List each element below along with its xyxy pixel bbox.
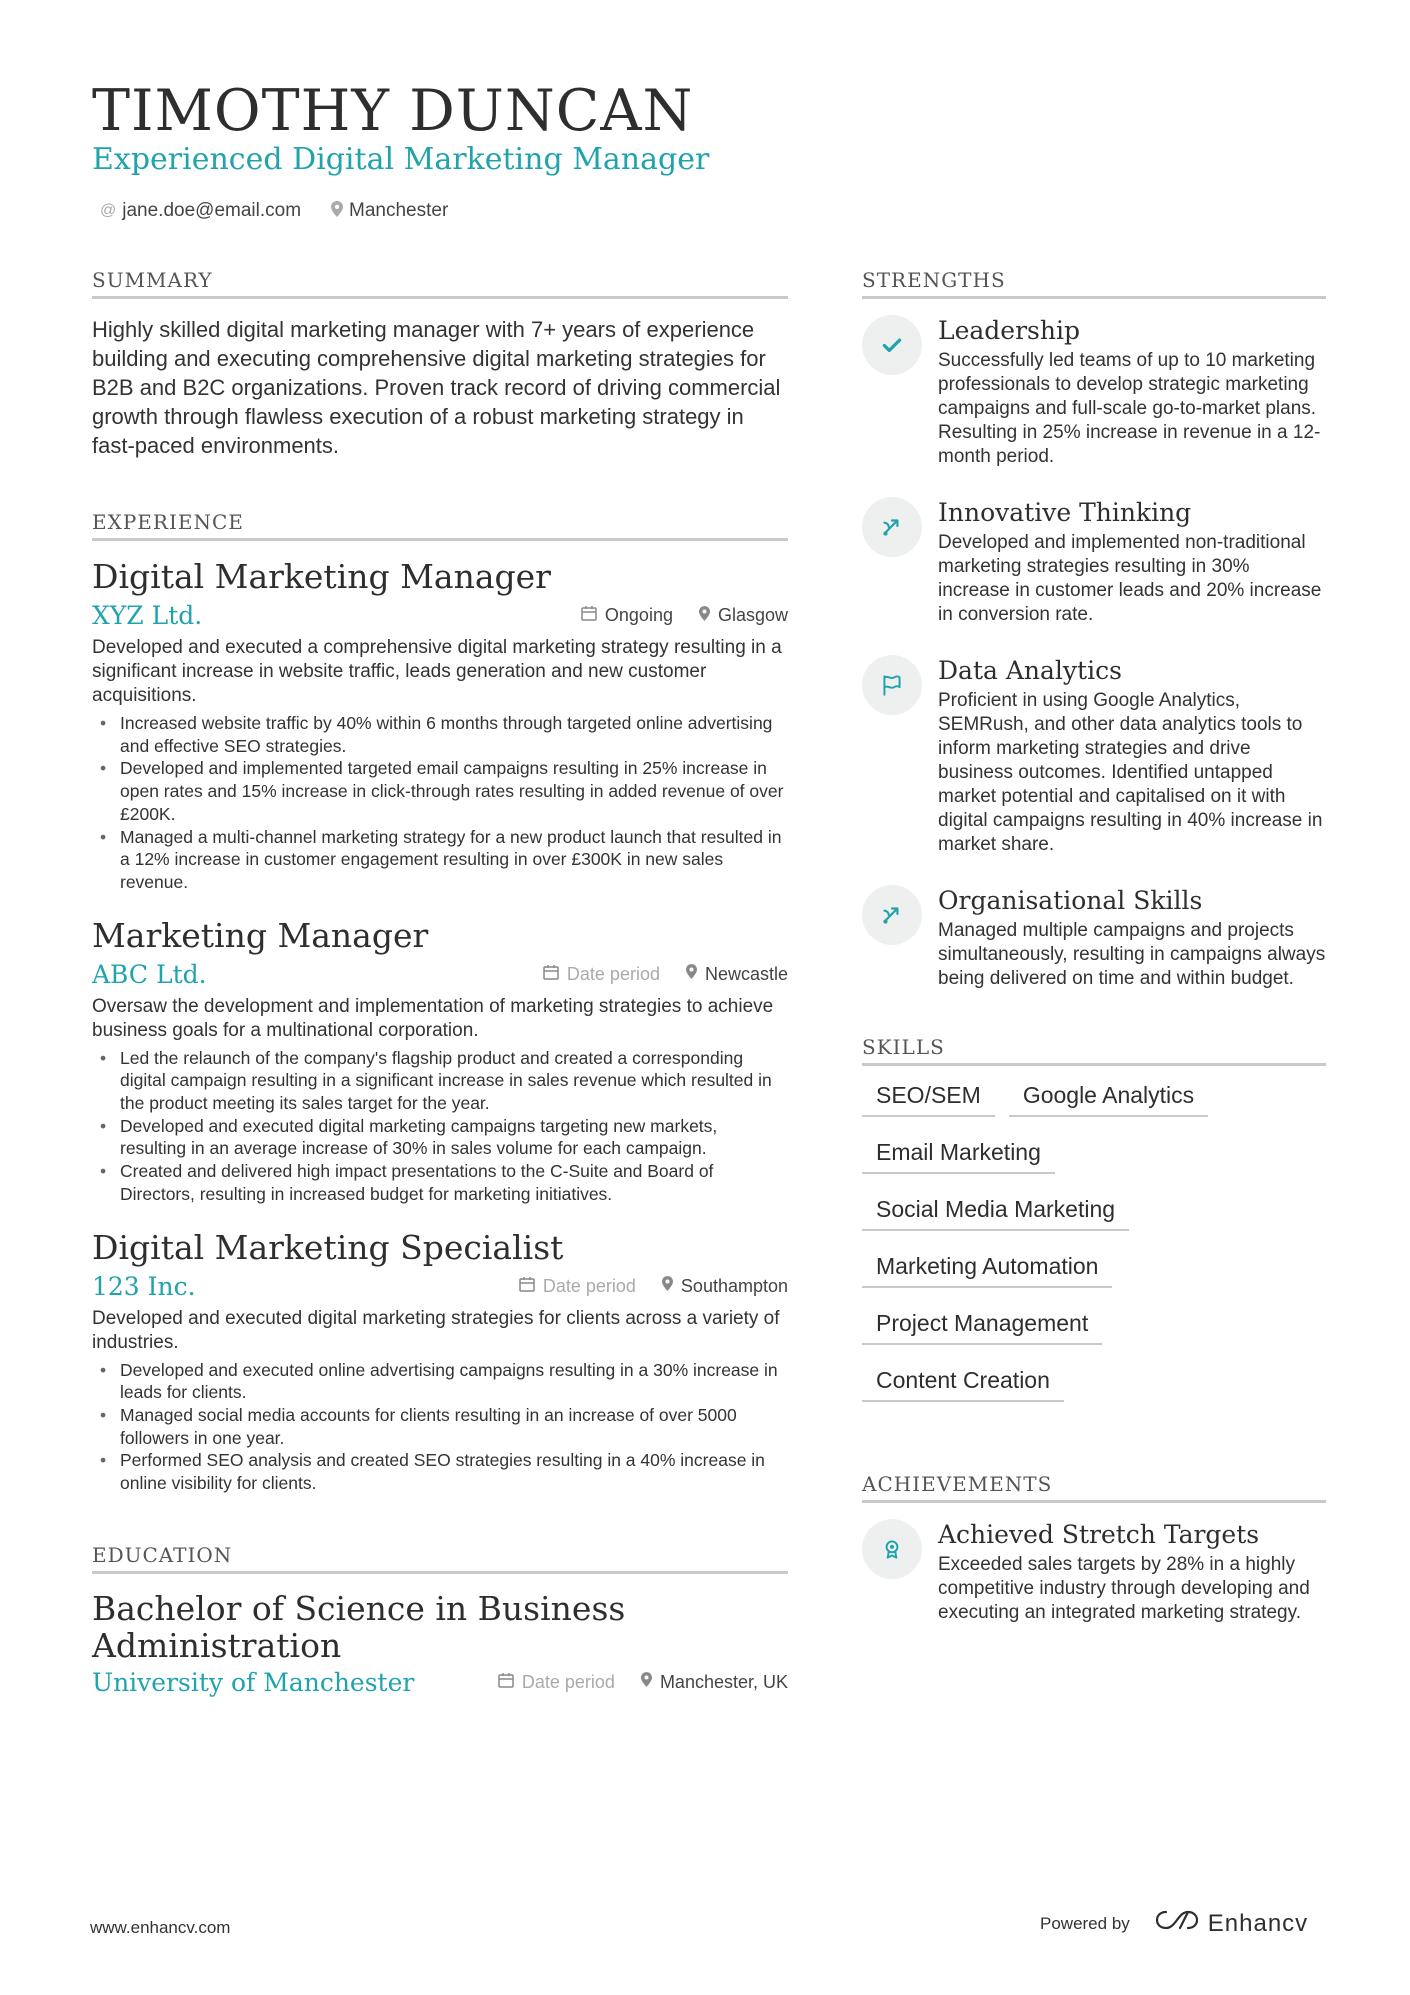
education-entry <box>92 1590 788 1697</box>
left-column <box>92 268 788 1719</box>
skill-tag: Marketing Automation <box>862 1253 1112 1288</box>
education-location <box>641 1672 788 1693</box>
job-bullet: • Managed a multi-channel marketing strategy for a new product launch that resulted in a 12% increase in customer engagement resulting in over £300K in new sales revenue. <box>92 826 788 894</box>
job-date <box>519 1276 636 1297</box>
strength-description: Developed and implemented non-traditional marketing strategies resulting in 30% increase in customer leads and 20% increase in conversion rate. <box>938 532 1322 625</box>
powered-by-label: Powered by <box>1040 1913 1130 1933</box>
job-bullet: • Developed and implemented targeted email campaigns resulting in 25% increase in open rates and 15% increase in click-through rates resulting in added revenue of over £200K. <box>92 757 788 825</box>
job-date-text: Date period <box>542 1275 636 1296</box>
right-column <box>862 268 1326 1653</box>
calendar-icon <box>519 1276 535 1297</box>
strength-title: Leadership <box>938 316 1080 345</box>
job-location-text: Glasgow <box>717 605 788 625</box>
job-date <box>581 605 673 626</box>
job-location <box>662 1276 788 1297</box>
job-bullet: • Led the relaunch of the company's flagship product and created a corresponding digital campaign resulting in a significant increase in sales revenue which resulted in the product meeting its sales target for the year. <box>92 1047 788 1115</box>
route-icon <box>862 497 922 557</box>
company-name: XYZ Ltd. <box>92 601 203 630</box>
achievements-section-title: ACHIEVEMENTS <box>862 1472 1326 1503</box>
company-name: 123 Inc. <box>92 1271 196 1301</box>
calendar-icon <box>543 964 559 985</box>
achievement-title: Achieved Stretch Targets <box>938 1520 1260 1549</box>
degree-title: Bachelor of Science in Business Administration <box>92 1588 626 1665</box>
strength-item <box>862 315 1326 469</box>
experience-section-title: EXPERIENCE <box>92 510 788 541</box>
footer-branding <box>1040 1908 1308 1939</box>
at-icon: @ <box>100 202 117 219</box>
job-bullet: • Developed and executed digital marketing campaigns targeting new markets, resulting in an average increase of 30% in sales volume for each campaign. <box>92 1115 788 1160</box>
job-date-text: Ongoing <box>604 605 673 625</box>
calendar-icon <box>581 605 597 626</box>
brand-logo[interactable] <box>1154 1908 1308 1939</box>
education-date-text: Date period <box>521 1671 615 1692</box>
strength-description: Proficient in using Google Analytics, SEMRush, and other data analytics tools to inform marketing strategies and drive business outcomes. Identified untapped market potential and capitalised on it with digital campaigns resulting in 40% increase in market share. <box>938 690 1323 855</box>
company-name: ABC Ltd. <box>92 959 207 989</box>
summary-section-title: SUMMARY <box>92 268 788 299</box>
job-bullet: • Performed SEO analysis and created SEO strategies resulting in a 40% increase in online visibility for clients. <box>92 1449 788 1494</box>
achievement-item <box>862 1519 1326 1625</box>
school-name: University of Manchester <box>92 1667 415 1697</box>
education-location-text: Manchester, UK <box>659 1671 788 1692</box>
job-bullet: • Increased website traffic by 40% within 6 months through targeted online advertising and effective SEO strategies. <box>92 712 788 757</box>
skills-section-title: SKILLS <box>862 1035 1326 1066</box>
check-icon <box>862 315 922 375</box>
strength-title: Organisational Skills <box>938 886 1203 915</box>
job-location <box>686 964 788 985</box>
job-entry <box>92 557 788 894</box>
skill-tag: Content Creation <box>862 1367 1064 1402</box>
skill-tag: SEO/SEM <box>862 1082 995 1117</box>
location-contact <box>331 200 448 222</box>
job-title: Marketing Manager <box>92 915 429 955</box>
skill-tag: Google Analytics <box>1009 1082 1208 1117</box>
education-section-title: EDUCATION <box>92 1543 788 1574</box>
summary-text: Highly skilled digital marketing manager with 7+ years of experience building and executing comprehensive digital marketing strategies for B2B and B2C organizations. Proven track record of driving commercial growth through flawless execution of a robust marketing strategy in fast-paced environments. <box>92 317 781 458</box>
candidate-headline: Experienced Digital Marketing Manager <box>92 142 710 177</box>
email-text: jane.doe@email.com <box>122 200 302 221</box>
location-pin-icon <box>641 1672 652 1692</box>
job-bullet: • Created and delivered high impact presentations to the C-Suite and Board of Directors, resulting in increased budget for marketing initiatives. <box>92 1160 788 1205</box>
job-bullets <box>92 1047 788 1206</box>
job-bullets <box>92 712 788 894</box>
job-location <box>699 605 788 626</box>
infinity-logo-icon <box>1154 1908 1200 1939</box>
skill-tag: Project Management <box>862 1310 1102 1345</box>
strength-title: Data Analytics <box>938 656 1122 685</box>
job-description: Developed and executed a comprehensive digital marketing strategy resulting in a significant increase in website traffic, leads generation and new customer acquisitions. <box>92 637 782 706</box>
job-location-text: Newcastle <box>704 963 788 984</box>
job-title: Digital Marketing Manager <box>92 557 551 596</box>
location-pin-icon <box>686 964 697 984</box>
strength-title: Innovative Thinking <box>938 498 1192 527</box>
strengths-section-title: STRENGTHS <box>862 268 1326 299</box>
brand-name: Enhancv <box>1207 1909 1309 1937</box>
candidate-name: TIMOTHY DUNCAN <box>92 78 694 144</box>
location-pin-icon <box>699 606 710 626</box>
location-pin-icon <box>331 201 343 222</box>
achievement-description: Exceeded sales targets by 28% in a highly competitive industry through developing and executing an integrated marketing strategy. <box>938 1554 1310 1623</box>
job-title: Digital Marketing Specialist <box>92 1227 564 1267</box>
contact-row <box>100 200 448 222</box>
route-icon <box>862 885 922 945</box>
skills-list <box>862 1082 1326 1402</box>
job-location-text: Southampton <box>680 1275 788 1296</box>
skill-tag: Social Media Marketing <box>862 1196 1129 1231</box>
job-entry <box>92 916 788 1206</box>
job-bullet: • Developed and executed online advertising campaigns resulting in a 30% increase in leads for clients. <box>92 1359 788 1404</box>
skill-tag: Email Marketing <box>862 1139 1055 1174</box>
job-date <box>543 964 660 985</box>
award-icon <box>862 1519 922 1579</box>
location-text: Manchester <box>349 200 449 221</box>
job-description: Oversaw the development and implementation of marketing strategies to achieve business goals for a multinational corporation. <box>92 995 774 1041</box>
strength-item <box>862 655 1326 857</box>
strength-item <box>862 497 1326 627</box>
strength-item <box>862 885 1326 991</box>
footer-website-link[interactable]: www.enhancv.com <box>90 1918 231 1937</box>
job-description: Developed and executed digital marketing strategies for clients across a variety of industries. <box>92 1307 780 1353</box>
strength-description: Successfully led teams of up to 10 marketing professionals to develop strategic marketing campaigns and full-scale go-to-market plans. Resulting in 25% increase in revenue in a 12-month period. <box>938 350 1321 467</box>
education-date <box>498 1672 615 1693</box>
job-entry <box>92 1228 788 1495</box>
strength-description: Managed multiple campaigns and projects simultaneously, resulting in campaigns always being delivered on time and within budget. <box>938 920 1326 989</box>
email-contact[interactable] <box>100 200 301 222</box>
job-bullets <box>92 1359 788 1495</box>
flag-icon <box>862 655 922 715</box>
location-pin-icon <box>662 1276 673 1296</box>
calendar-icon <box>498 1672 514 1693</box>
job-bullet: • Managed social media accounts for clients resulting in an increase of over 5000 followers in one year. <box>92 1404 788 1449</box>
job-date-text: Date period <box>566 963 660 984</box>
